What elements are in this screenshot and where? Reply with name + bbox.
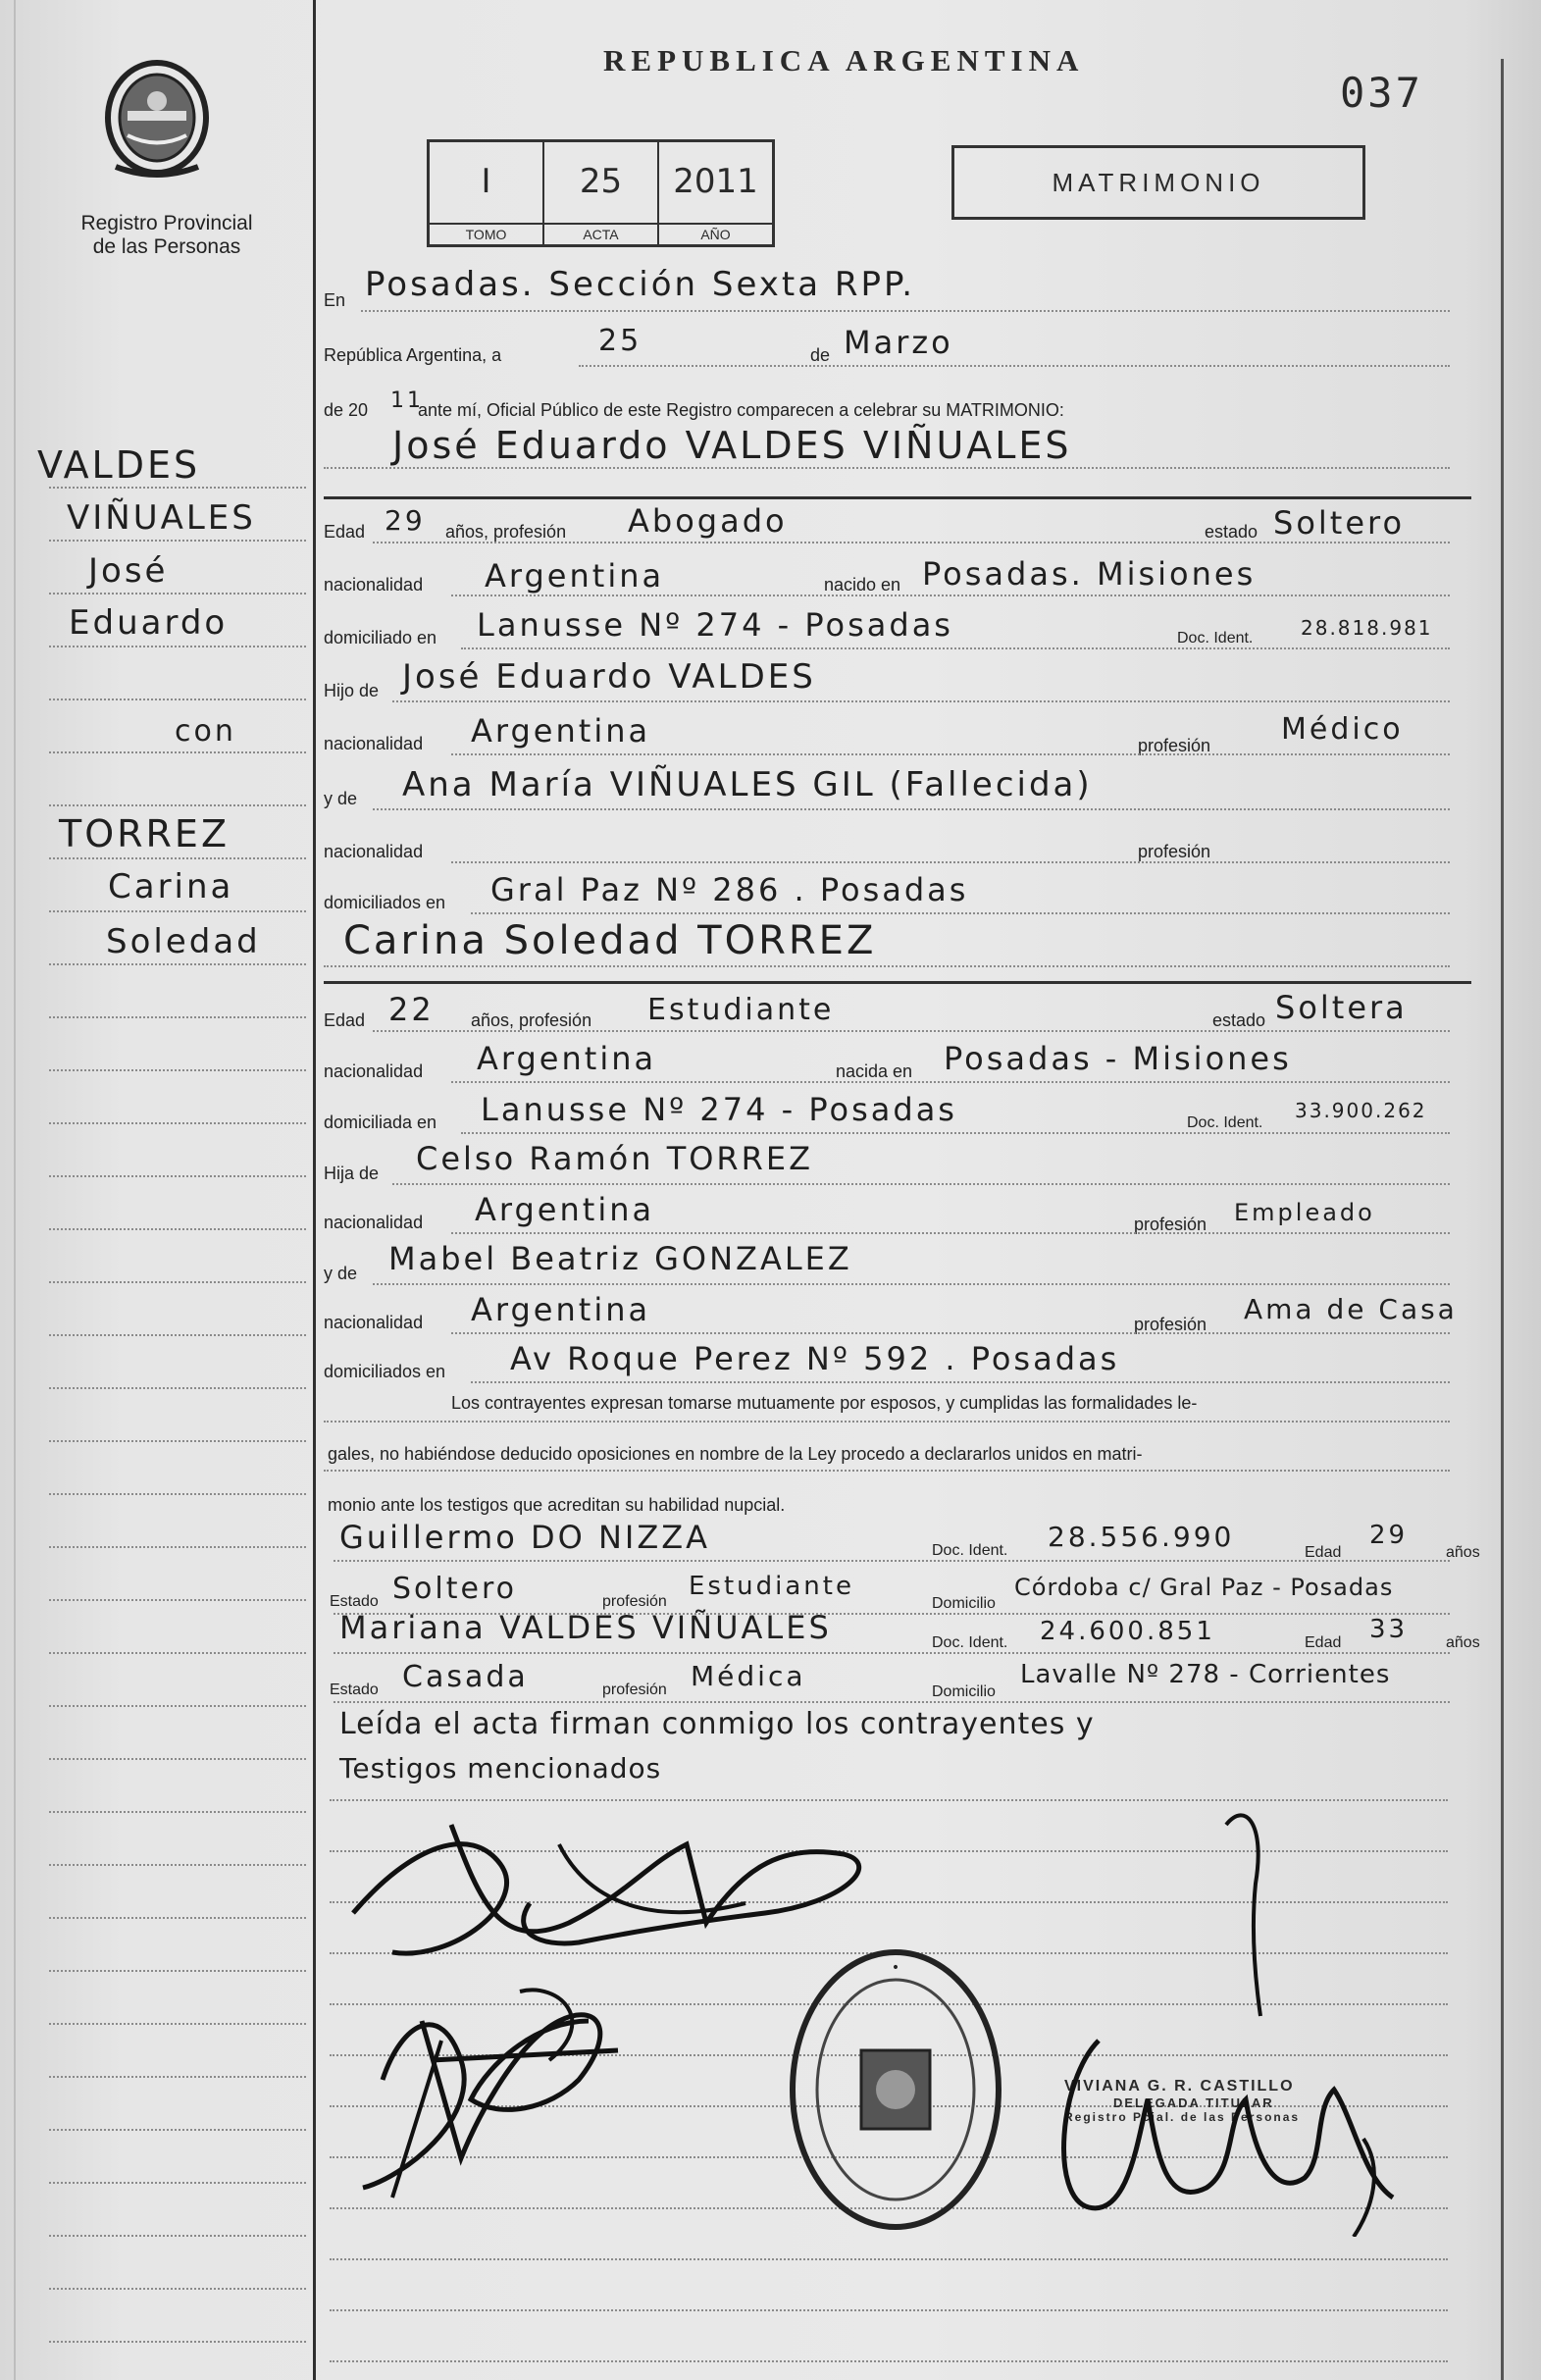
official-seal-icon	[783, 1942, 1008, 2237]
bride-padre-rule	[392, 1183, 1450, 1185]
margin-dotted-rule	[49, 1917, 306, 1919]
groom-padre-prof-label: profesión	[1138, 736, 1211, 755]
bride-padre-nac: Argentina	[475, 1191, 655, 1228]
stamp-title: DELEGADA TITULAR	[1113, 2095, 1274, 2110]
margin-dotted-rule	[49, 1228, 306, 1230]
anio-value: 2011	[673, 162, 758, 201]
witness2-doc-label: Doc. Ident.	[932, 1634, 1008, 1651]
signature-witness-icon	[324, 1962, 638, 2217]
bride-madre-prof: Ama de Casa	[1244, 1293, 1458, 1325]
place-rule	[361, 310, 1450, 312]
groom-prof-label: años, profesión	[445, 522, 567, 542]
margin-dotted-rule	[49, 593, 306, 595]
margin-dotted-rule	[49, 1493, 306, 1495]
margin-dotted-rule	[49, 1069, 306, 1071]
tomo-value: I	[481, 162, 491, 201]
anio-cell	[659, 142, 772, 244]
margin-dotted-rule	[49, 540, 306, 542]
bride-padre-nac-label: nacionalidad	[324, 1213, 424, 1232]
groom-padre-nac-label: nacionalidad	[324, 734, 424, 753]
bride-padre-prof: Empleado	[1234, 1199, 1375, 1226]
margin-dotted-rule	[49, 1387, 306, 1389]
witness2-prof-label: profesión	[602, 1682, 667, 1698]
body-dotted-rule	[330, 2360, 1448, 2362]
signature-stroke-icon	[1216, 1805, 1295, 2021]
bride-domis-rule	[471, 1381, 1450, 1383]
witness2-profesion: Médica	[691, 1660, 806, 1692]
witness2-edad: 33	[1369, 1615, 1409, 1644]
record-type-box: MATRIMONIO	[951, 145, 1365, 220]
groom-domicilio: Lanusse Nº 274 - Posadas	[477, 606, 953, 644]
stamp-name: VIVIANA G. R. CASTILLO	[1064, 2078, 1295, 2095]
right-border-line	[1501, 59, 1504, 2380]
margin-dotted-rule	[49, 2076, 306, 2078]
groom-madre-nac-rule	[451, 861, 1450, 863]
margin-dotted-rule	[49, 1811, 306, 1813]
margin-dotted-rule	[49, 646, 306, 647]
margin-dotted-rule	[49, 1016, 306, 1018]
bride-nac-label: nacionalidad	[324, 1061, 424, 1081]
witness1-edad-label: Edad	[1305, 1544, 1342, 1561]
bride-dom-rule	[461, 1132, 1450, 1134]
bride-nacida-label: nacida en	[836, 1061, 913, 1081]
witness2-name: Mariana VALDES VIÑUALES	[339, 1609, 832, 1646]
margin-dotted-rule	[49, 487, 306, 489]
bride-madre-prof-label: profesión	[1134, 1315, 1207, 1334]
republica-label: República Argentina, a	[324, 345, 502, 365]
witness2-rule-2	[334, 1701, 1450, 1703]
bride-madre-rule	[373, 1283, 1450, 1285]
bride-domicilio: Lanusse Nº 274 - Posadas	[481, 1091, 957, 1128]
de-label: de	[810, 345, 831, 365]
margin-firstname-bride-1: Carina	[108, 867, 234, 906]
groom-dom-rule	[461, 647, 1450, 649]
margin-dotted-rule	[49, 1864, 306, 1866]
groom-dom-label: domiciliado en	[324, 628, 437, 647]
closing-line-2: Testigos mencionados	[339, 1752, 662, 1785]
body-dotted-rule	[330, 2309, 1448, 2311]
groom-name-rule	[324, 467, 1450, 469]
witness1-doc: 28.556.990	[1048, 1521, 1235, 1553]
bride-domis: Av Roque Perez Nº 592 . Posadas	[510, 1340, 1120, 1377]
svg-text:•: •	[891, 1960, 900, 1976]
acta-label: ACTA	[544, 223, 657, 244]
place-value: Posadas. Sección Sexta RPP.	[365, 265, 916, 304]
margin-dotted-rule	[49, 751, 306, 753]
groom-profesion: Abogado	[628, 502, 788, 540]
body-dotted-rule	[330, 2258, 1448, 2260]
bride-padre-nac-rule	[451, 1232, 1450, 1234]
bride-padre: Celso Ramón TORREZ	[416, 1140, 814, 1177]
intro-sentence: ante mí, Oficial Público de este Registro comparecen a celebrar su MATRIMONIO:	[418, 400, 1064, 420]
groom-padre-rule	[392, 700, 1450, 702]
stamp-office: Registro Pcial. de las Personas	[1064, 2110, 1301, 2124]
groom-madre: Ana María VIÑUALES GIL (Fallecida)	[402, 765, 1093, 804]
groom-domis-label: domiciliados en	[324, 893, 446, 912]
anio-label: AÑO	[659, 223, 772, 244]
bride-estado: Soltera	[1275, 989, 1408, 1026]
groom-nacido: Posadas. Misiones	[922, 555, 1257, 593]
margin-dotted-rule	[49, 804, 306, 806]
groom-name: José Eduardo VALDES VIÑUALES	[392, 424, 1072, 467]
witness1-prof-label: profesión	[602, 1593, 667, 1610]
margin-dotted-rule	[49, 2341, 306, 2343]
margin-dotted-rule	[49, 1440, 306, 1442]
bride-doc: 33.900.262	[1295, 1099, 1427, 1122]
bride-edad: 22	[388, 991, 435, 1028]
witness1-dom-label: Domicilio	[932, 1595, 996, 1612]
bride-edad-rule	[373, 1030, 1450, 1032]
groom-estado-label: estado	[1205, 522, 1258, 542]
bride-nacida: Posadas - Misiones	[944, 1040, 1292, 1077]
acta-value: 25	[579, 162, 623, 201]
margin-dotted-rule	[49, 1122, 306, 1124]
margin-dotted-rule	[49, 1334, 306, 1336]
margin-dotted-rule	[49, 698, 306, 700]
witness2-edad-label: Edad	[1305, 1634, 1342, 1651]
bride-estado-label: estado	[1212, 1010, 1266, 1030]
en-label: En	[324, 290, 346, 310]
groom-domis-rule	[471, 912, 1450, 914]
bride-domis-label: domiciliados en	[324, 1362, 446, 1381]
margin-dotted-rule	[49, 1970, 306, 1972]
witness1-doc-label: Doc. Ident.	[932, 1542, 1008, 1559]
margin-surname-2: VIÑUALES	[67, 498, 256, 538]
groom-hijo-label: Hijo de	[324, 681, 380, 700]
witness1-anios-label: años	[1446, 1544, 1480, 1561]
margin-dotted-rule	[49, 1705, 306, 1707]
margin-dotted-rule	[49, 2023, 306, 2025]
declaration-line-2: gales, no habiéndose deducido oposiciones en nombre de la Ley procedo a declararlos unidos en matri-	[328, 1444, 1143, 1464]
margin-dotted-rule	[49, 1546, 306, 1548]
witness2-rule	[334, 1652, 1450, 1654]
groom-nac-label: nacionalidad	[324, 575, 424, 595]
day-value: 25	[598, 324, 642, 358]
bride-prof-label: años, profesión	[471, 1010, 592, 1030]
bride-nacionalidad: Argentina	[477, 1040, 657, 1077]
country-title: REPUBLICA ARGENTINA	[603, 43, 1085, 78]
margin-dotted-rule	[49, 963, 306, 965]
groom-doc: 28.818.981	[1301, 616, 1433, 640]
registry-name: Registro Provincial de las Personas	[80, 212, 253, 258]
closing-line-1: Leída el acta firman conmigo los contrayentes y	[339, 1707, 1095, 1741]
groom-edad-label: Edad	[324, 522, 366, 542]
margin-dotted-rule	[49, 2182, 306, 2184]
margin-dotted-rule	[49, 857, 306, 859]
groom-nacionalidad: Argentina	[485, 557, 665, 595]
volume-record-box	[427, 139, 775, 247]
groom-padre-prof: Médico	[1281, 712, 1404, 747]
witness2-doc: 24.600.851	[1040, 1617, 1215, 1646]
bride-hija-label: Hija de	[324, 1164, 380, 1183]
groom-padre-nac-rule	[451, 753, 1450, 755]
bride-padre-prof-label: profesión	[1134, 1215, 1207, 1234]
groom-padre-nac: Argentina	[471, 712, 651, 750]
groom-doc-label: Doc. Ident.	[1177, 630, 1254, 647]
margin-dotted-rule	[49, 910, 306, 912]
groom-madre-prof-label: profesión	[1138, 842, 1211, 861]
margin-dotted-rule	[49, 2129, 306, 2131]
margin-surname-bride: TORREZ	[59, 812, 230, 855]
bride-profesion: Estudiante	[647, 993, 835, 1027]
margin-dotted-rule	[49, 1599, 306, 1601]
provincial-crest-icon	[98, 57, 216, 184]
margin-surname-1: VALDES	[37, 443, 201, 487]
groom-estado: Soltero	[1273, 504, 1406, 542]
groom-domis: Gral Paz Nº 286 . Posadas	[490, 871, 969, 908]
groom-edad-rule	[373, 542, 1450, 543]
groom-edad: 29	[385, 504, 426, 537]
margin-connector: con	[175, 714, 236, 749]
bride-nac-rule	[451, 1081, 1450, 1083]
groom-madre-nac-label: nacionalidad	[324, 842, 424, 861]
margin-dotted-rule	[49, 1758, 306, 1760]
signature-official-icon	[1040, 2001, 1403, 2237]
witness1-rule	[334, 1560, 1450, 1562]
bride-madre-nac: Argentina	[471, 1291, 651, 1328]
declaration-rule-2	[324, 1470, 1450, 1472]
witness1-profesion: Estudiante	[689, 1572, 854, 1601]
margin-firstname-bride-2: Soledad	[106, 922, 261, 961]
witness2-estado-label: Estado	[330, 1682, 379, 1698]
witness2-domicilio: Lavalle Nº 278 - Corrientes	[1020, 1660, 1391, 1689]
declaration-rule-1	[324, 1421, 1450, 1423]
date-rule	[579, 365, 1450, 367]
groom-yde-label: y de	[324, 789, 358, 808]
declaration-line-3: monio ante los testigos que acreditan su habilidad nupcial.	[328, 1495, 786, 1515]
witness1-name: Guillermo DO NIZZA	[339, 1519, 711, 1556]
year-suffix: 11	[390, 388, 424, 413]
margin-dotted-rule	[49, 2235, 306, 2237]
witness1-estado: Soltero	[392, 1572, 517, 1606]
witness2-dom-label: Domicilio	[932, 1683, 996, 1700]
year-prefix: de 20	[324, 400, 369, 420]
month-value: Marzo	[844, 324, 953, 361]
bride-madre: Mabel Beatriz GONZALEZ	[388, 1240, 852, 1277]
groom-divider	[324, 496, 1471, 499]
margin-firstname-2: Eduardo	[69, 603, 229, 643]
groom-nac-rule	[451, 595, 1450, 596]
tomo-label: TOMO	[430, 223, 542, 244]
bride-madre-nac-rule	[451, 1332, 1450, 1334]
witness1-edad: 29	[1369, 1521, 1409, 1550]
groom-nacido-label: nacido en	[824, 575, 901, 595]
bride-yde-label: y de	[324, 1264, 358, 1283]
witness2-estado: Casada	[402, 1660, 529, 1694]
declaration-line-1: Los contrayentes expresan tomarse mutuamente por esposos, y cumplidas las formalidades le-	[451, 1393, 1198, 1413]
margin-dotted-rule	[49, 1652, 306, 1654]
bride-divider	[324, 981, 1471, 984]
bride-madre-nac-label: nacionalidad	[324, 1313, 424, 1332]
witness1-domicilio: Córdoba c/ Gral Paz - Posadas	[1014, 1574, 1394, 1601]
bride-name: Carina Soledad TORREZ	[343, 918, 877, 963]
margin-dotted-rule	[49, 2288, 306, 2290]
bride-dom-label: domiciliada en	[324, 1112, 437, 1132]
document-number: 037	[1340, 69, 1423, 117]
witness2-anios-label: años	[1446, 1634, 1480, 1651]
margin-dotted-rule	[49, 1175, 306, 1177]
tomo-cell	[430, 142, 544, 244]
witness1-estado-label: Estado	[330, 1593, 379, 1610]
acta-cell	[544, 142, 659, 244]
margin-firstname-1: José	[88, 551, 169, 591]
bride-doc-label: Doc. Ident.	[1187, 1114, 1263, 1131]
bride-edad-label: Edad	[324, 1010, 366, 1030]
groom-padre: José Eduardo VALDES	[402, 657, 816, 697]
margin-dotted-rule	[49, 1281, 306, 1283]
bride-name-rule	[324, 965, 1450, 967]
groom-madre-rule	[373, 808, 1450, 810]
